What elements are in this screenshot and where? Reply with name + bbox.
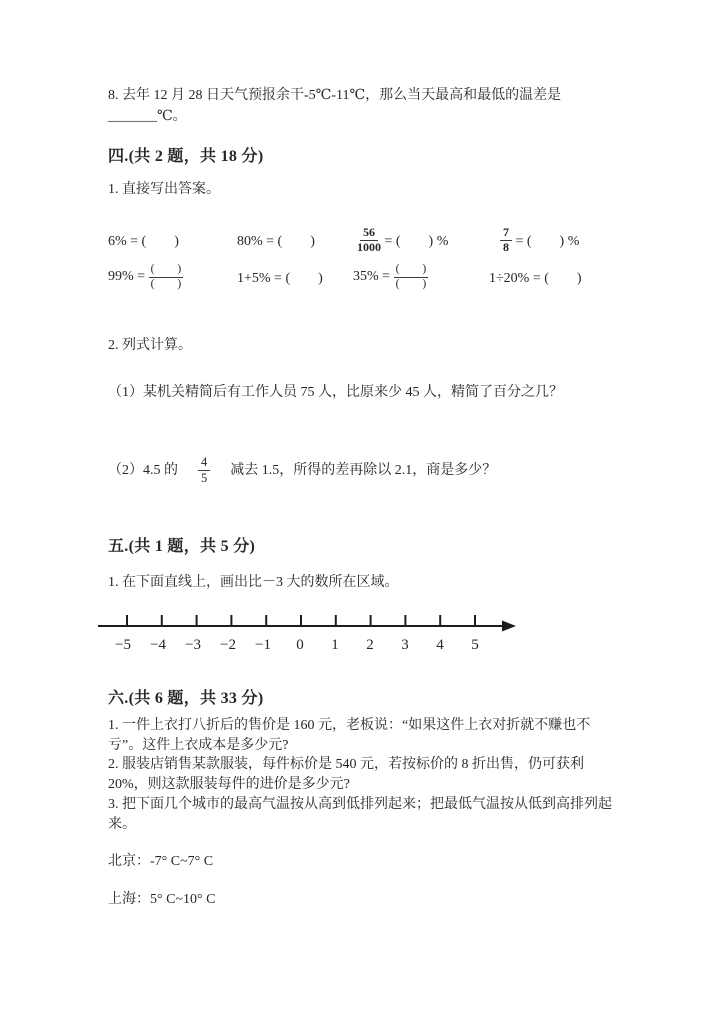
section-4-q2-label: 2. 列式计算。	[108, 338, 192, 353]
section-6-heading: 六.(共 6 题，共 33 分)	[108, 690, 264, 707]
fraction-blank	[394, 263, 429, 290]
fraction-numerator: ( )	[149, 263, 184, 277]
expr-text: 35% =	[353, 269, 394, 284]
number-line-figure	[96, 604, 520, 656]
expr-text: 6% = ( )	[108, 234, 179, 249]
fraction-numerator: 7	[500, 226, 512, 241]
tick-label: −3	[185, 637, 201, 653]
tick-label: −4	[150, 637, 166, 653]
tick-label: −1	[255, 637, 271, 653]
section-4-q2-item1: （1）某机关精简后有工作人员 75 人，比原来少 45 人，精简了百分之几？	[108, 385, 563, 400]
calc-row-1	[108, 222, 668, 258]
fraction-numerator: 4	[198, 455, 210, 470]
section-6-q1: 1. 一件上衣打八折后的售价是 160 元，老板说：“如果这件上衣对折就不赚也不亏”。这件上衣成本是多少元?	[108, 718, 591, 753]
section-6-questions	[108, 716, 618, 834]
fraction-denominator: 1000	[357, 239, 381, 254]
question-8-line1: 8. 去年 12 月 28 日天气预报余干-5℃-11℃，那么当天最高和最低的温差是	[108, 88, 562, 103]
fraction-denominator: ( )	[395, 277, 427, 290]
question-8	[108, 85, 618, 127]
section-4-q2-item2	[108, 452, 496, 488]
tick-label: 0	[296, 637, 304, 653]
expr-6-percent	[108, 230, 237, 250]
expr-text: 80% = ( )	[237, 234, 315, 249]
fraction-denominator: ( )	[150, 277, 182, 290]
section-4-q1-label: 1. 直接写出答案。	[108, 182, 220, 197]
expr-7-over-8	[485, 226, 668, 255]
tick-label: 4	[436, 637, 444, 653]
expr-1-div-20-percent	[485, 267, 668, 287]
expr-56-over-1000	[353, 226, 485, 255]
fraction-4-5	[198, 455, 210, 485]
fraction-7-8	[500, 226, 512, 255]
arrow-right-icon	[502, 621, 516, 632]
section-5-heading: 五.(共 1 题，共 5 分)	[108, 538, 256, 555]
expr-1-plus-5-percent	[237, 267, 353, 287]
expr-text: 1÷20% = ( )	[489, 271, 582, 286]
expr-text: 99% =	[108, 269, 149, 284]
item2-suffix: 减去 1.5，所得的差再除以 2.1，商是多少？	[230, 462, 497, 478]
expr-text: = ( ) %	[512, 234, 580, 249]
beijing-temperature: 北京：-7° C~7° C	[108, 854, 214, 869]
tick-label: 2	[366, 637, 374, 653]
fraction-numerator: ( )	[394, 263, 429, 277]
fraction-56-1000	[357, 226, 381, 255]
tick-label: 5	[471, 637, 479, 653]
tick-label: 3	[401, 637, 409, 653]
tick-label: −2	[220, 637, 236, 653]
question-8-answer-blank: _______℃。	[108, 109, 187, 124]
expr-80-percent	[237, 230, 353, 250]
tick-label: −5	[115, 637, 131, 653]
fraction-denominator: 5	[201, 470, 208, 485]
section-4-heading: 四.(共 2 题，共 18 分)	[108, 148, 264, 165]
item2-prefix: （2）4.5 的	[108, 462, 178, 478]
number-line-labels	[115, 637, 479, 653]
section-6-q2: 2. 服装店销售某款服装，每件标价是 540 元，若按标价的 8 折出售，仍可获利 20%，则这款服装每件的进价是多少元?	[108, 757, 584, 793]
shanghai-temperature: 上海：5° C~10° C	[108, 892, 216, 907]
expr-35-percent	[353, 263, 485, 290]
fraction-blank	[149, 263, 184, 290]
expr-text: = ( ) %	[381, 234, 449, 249]
calc-row-2	[108, 258, 668, 296]
section-6-q3: 3. 把下面几个城市的最高气温按从高到低排列起来；把最低气温按从低到高排列起来。	[108, 796, 612, 832]
tick-label: 1	[331, 637, 339, 653]
expr-99-percent	[108, 263, 237, 290]
fraction-numerator: 56	[360, 226, 378, 241]
fraction-denominator: 8	[503, 239, 509, 254]
number-line-ticks	[127, 615, 475, 626]
section-5-q1-label: 1. 在下面直线上，画出比－3 大的数所在区域。	[108, 575, 399, 590]
expr-text: 1+5% = ( )	[237, 271, 323, 286]
